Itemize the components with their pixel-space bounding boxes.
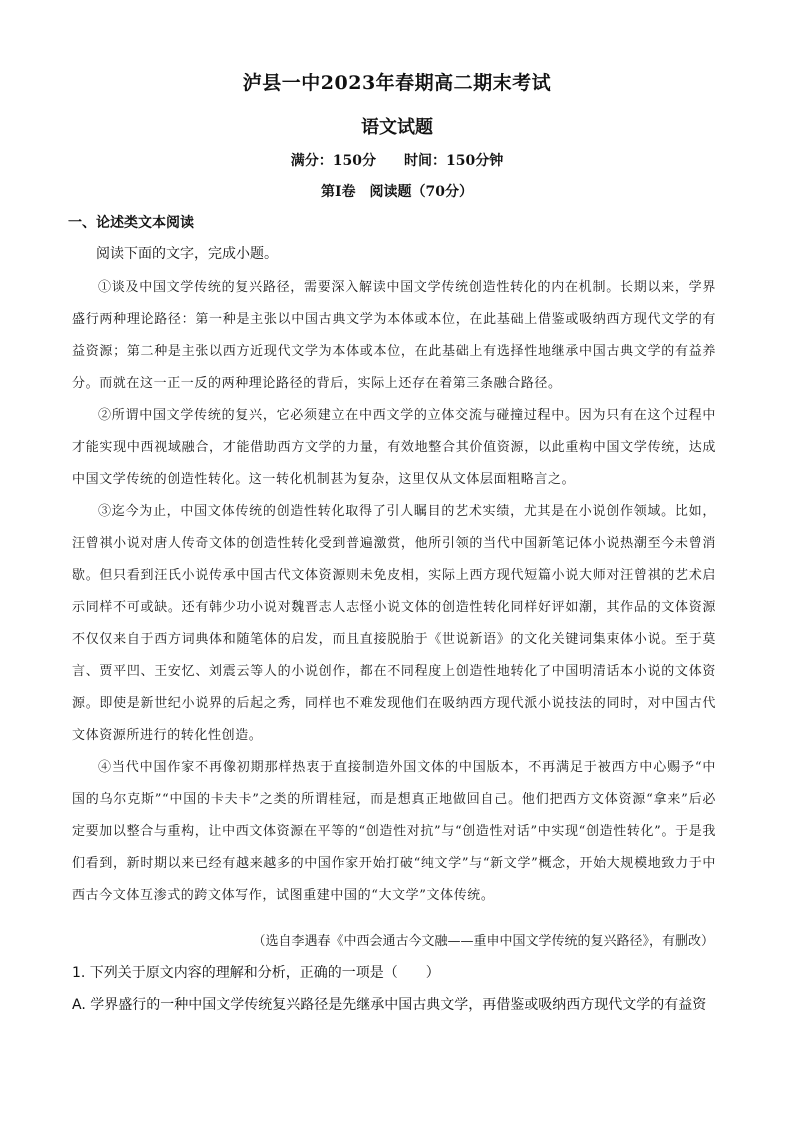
section-heading: 一、论述类文本阅读 — [68, 215, 194, 231]
passage-source: （选自李遇春《中西会通古今文融——重申中国文学传统的复兴路径》，有删改） — [252, 934, 714, 949]
exam-meta — [0, 150, 794, 170]
exam-subtitle: 语文试题 — [361, 117, 433, 138]
option-a: A. 学界盛行的一种中国文学传统复兴路径是先继承中国古典文学，再借鉴或吸纳西方现代文学的有益资 — [72, 997, 707, 1013]
exam-time: 时间：150分钟 — [404, 153, 504, 169]
reading-instruction: 阅读下面的文字，完成小题。 — [96, 246, 278, 262]
exam-title: 泸县一中2023年春期高二期末考试 — [242, 72, 552, 94]
reading-passage — [72, 272, 716, 912]
full-score: 满分：150分 — [290, 153, 376, 169]
part-heading: 第Ⅰ卷 阅读题（70分） — [320, 184, 474, 200]
passage-paragraph: ①谈及中国文学传统的复兴路径，需要深入解读中国文学传统创造性转化的内在机制。长期以来，学界盛行两种理论路径：第一种是主张以中国古典文学为本体或本位，在此基础上借鉴或吸纳西方现代文学的有益资源；第二种是主张以西方近现代文学为本体或本位，在此基础上有选择性地继承中国古典文学的有益养分。而就在这一正一反的两种理论路径的背后，实际上还存在着第三条融合路径。 — [72, 280, 716, 391]
passage-paragraph: ③迄今为止，中国文体传统的创造性转化取得了引人瞩目的艺术实绩，尤其是在小说创作领域。比如，汪曾祺小说对唐人传奇文体的创造性转化受到普遍激赏，他所引领的当代中国新笔记体小说热潮至今未曾消歇。但只看到汪氏小说传承中国古代文体资源则未免皮相，实际上西方现代短篇小说大师对汪曾祺的艺术启示同样不可或缺。还有韩少功小说对魏晋志人志怪小说文体的创造性转化同样好评如潮，其作品的文体资源不仅仅来自于西方词典体和随笔体的启发，而且直接脱胎于《世说新语》的文化关键词集束体小说。至于莫言、贾平凹、王安忆、刘震云等人的小说创作，都在不同程度上创造性地转化了中国明清话本小说的文体资源。即使是新世纪小说界的后起之秀，同样也不难发现他们在吸纳西方现代派小说技法的同时，对中国古代文体资源所进行的转化性创造。 — [72, 504, 716, 743]
passage-paragraph: ②所谓中国文学传统的复兴，它必须建立在中西文学的立体交流与碰撞过程中。因为只有在这个过程中才能实现中西视域融合，才能借助西方文学的力量，有效地整合其价值资源，以此重构中国文学传统，达成中国文学传统的创造性转化。这一转化机制甚为复杂，这里仅从文体层面粗略言之。 — [72, 408, 716, 487]
question-stem: 1. 下列关于原文内容的理解和分析，正确的一项是（ ） — [72, 965, 440, 981]
passage-paragraph: ④当代中国作家不再像初期那样热衷于直接制造外国文体的中国版本，不再满足于被西方中心赐予“中国的乌尔克斯”“中国的卡夫卡”之类的所谓桂冠，而是想真正地做回自己。他们把西方文体资源“拿来”后必定要加以整合与重构，让中西文体资源在平等的“创造性对抗”与“创造性对话”中实现“创造性转化”。于是我们看到，新时期以来已经有越来越多的中国作家开始打破“纯文学”与“新文学”概念，开始大规模地致力于中西古今文体互渗式的跨文体写作，试图重建中国的“大文学”文体传统。 — [72, 760, 716, 903]
